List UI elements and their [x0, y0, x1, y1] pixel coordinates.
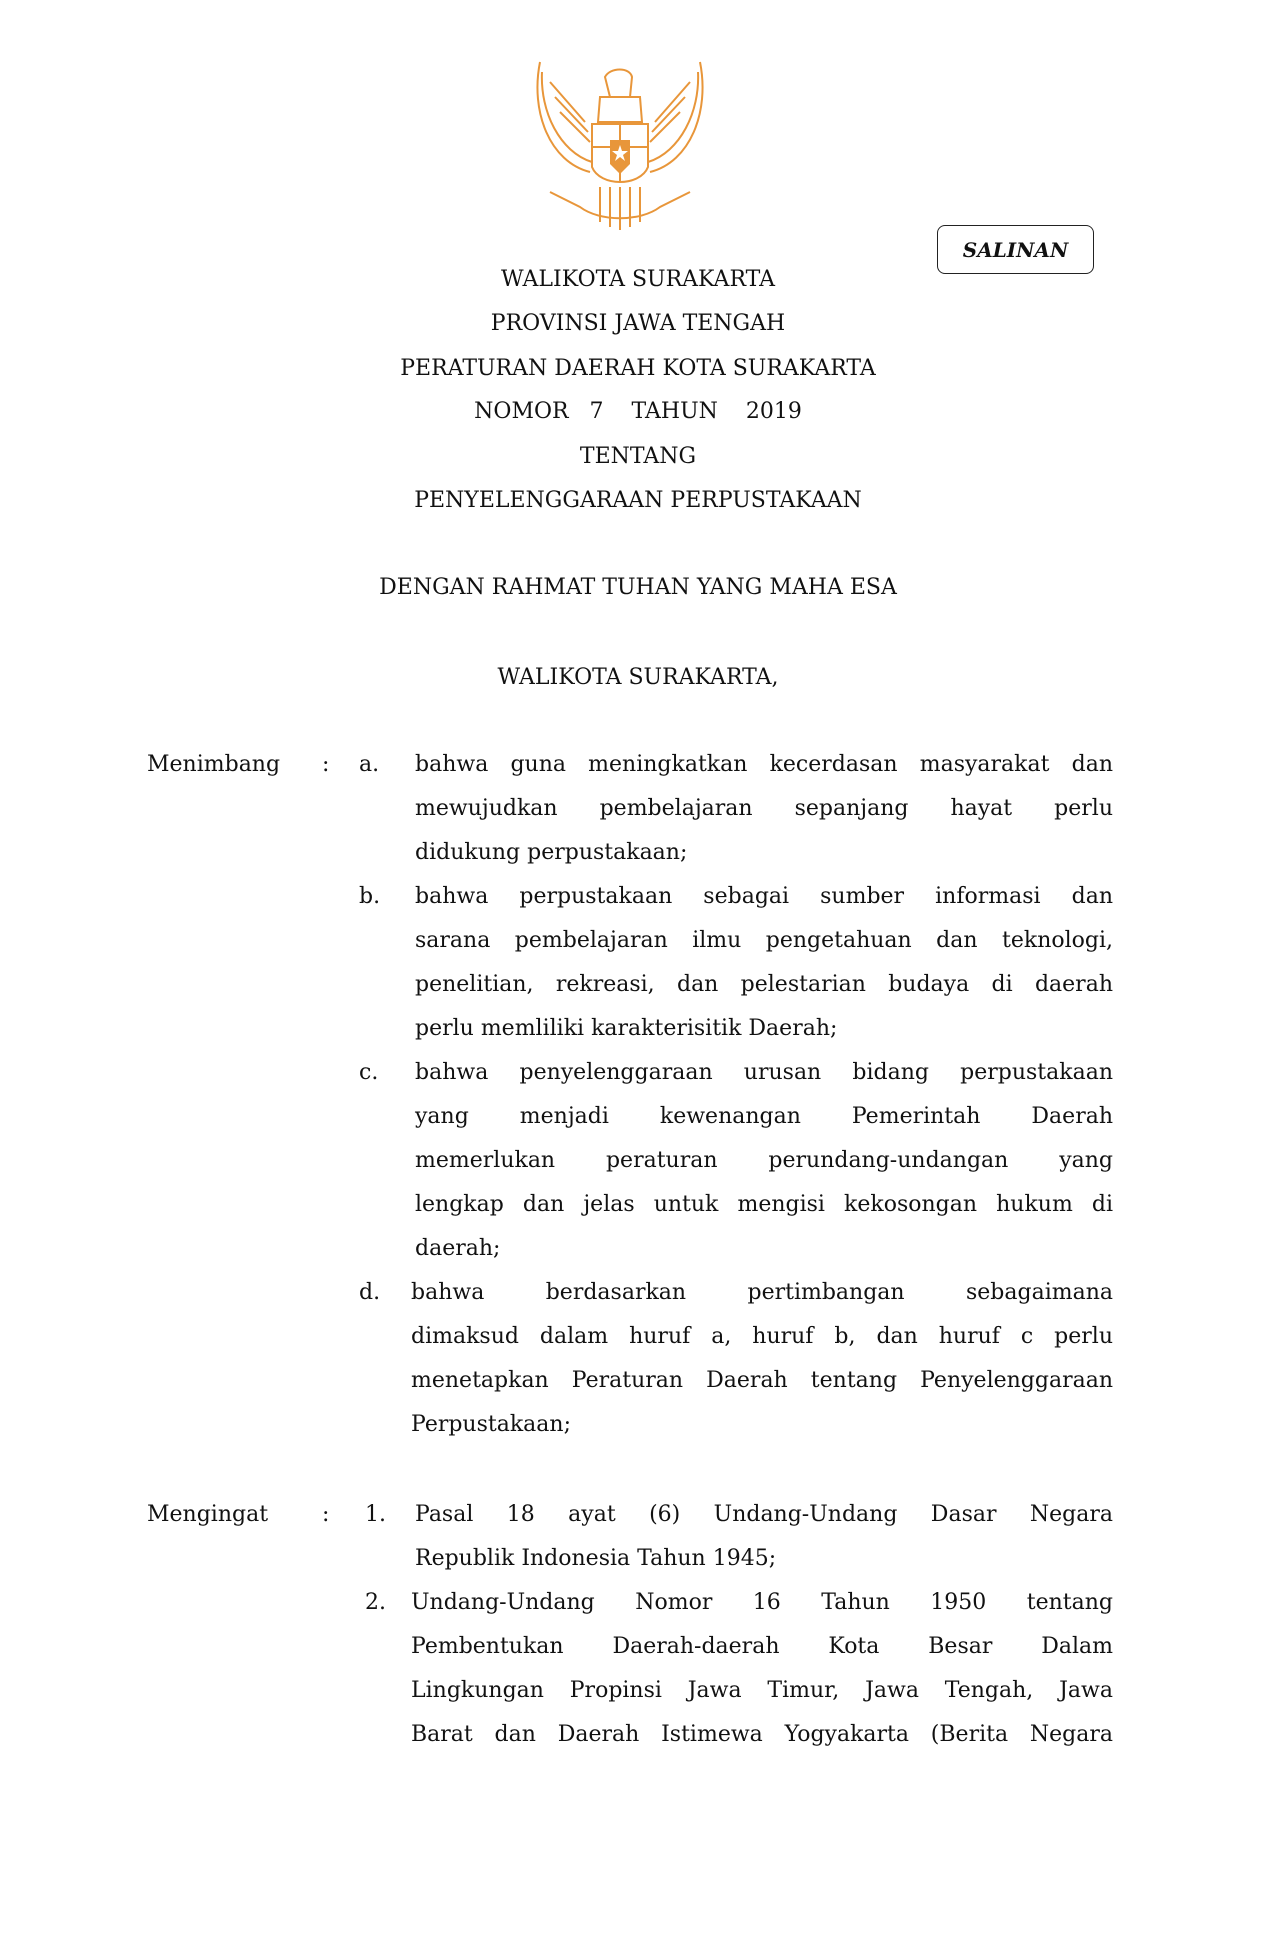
section-colon: :: [322, 752, 330, 777]
item-text-line: Barat dan Daerah Istimewa Yogyakarta (Berita Negara: [411, 1722, 1113, 1747]
salinan-stamp: SALINAN: [937, 225, 1094, 274]
section-colon: :: [322, 1502, 330, 1527]
mayor-title: WALIKOTA SURAKARTA,: [497, 665, 779, 690]
item-text-line: sarana pembelajaran ilmu pengetahuan dan teknologi,: [415, 928, 1113, 953]
header-line: PENYELENGGARAAN PERPUSTAKAAN: [414, 488, 862, 513]
item-text-line: perlu memliliki karakterisitik Daerah;: [415, 1016, 838, 1041]
item-text-line: bahwa perpustakaan sebagai sumber informasi dan: [415, 884, 1113, 909]
section-label: Menimbang: [147, 752, 281, 777]
item-text-line: Republik Indonesia Tahun 1945;: [415, 1546, 777, 1571]
header-line: PERATURAN DAERAH KOTA SURAKARTA: [400, 356, 876, 381]
item-text-line: penelitian, rekreasi, dan pelestarian budaya di daerah: [415, 972, 1113, 997]
item-text-line: memerlukan peraturan perundang-undangan yang: [415, 1148, 1113, 1173]
item-marker: 2.: [365, 1590, 386, 1615]
header-line: WALIKOTA SURAKARTA: [501, 267, 775, 292]
item-text-line: bahwa guna meningkatkan kecerdasan masyarakat dan: [415, 752, 1113, 777]
item-text-line: lengkap dan jelas untuk mengisi kekosongan hukum di: [415, 1192, 1113, 1217]
item-text-line: bahwa penyelenggaraan urusan bidang perpustakaan: [415, 1060, 1113, 1085]
item-marker: d.: [359, 1280, 381, 1305]
garuda-emblem-icon: [530, 52, 710, 234]
item-text-line: Pasal 18 ayat (6) Undang-Undang Dasar Negara: [415, 1502, 1113, 1527]
item-text-line: bahwa berdasarkan pertimbangan sebagaimana: [411, 1280, 1113, 1305]
item-text-line: menetapkan Peraturan Daerah tentang Penyelenggaraan: [411, 1368, 1113, 1393]
item-text-line: didukung perpustakaan;: [415, 840, 688, 865]
item-marker: c.: [359, 1060, 379, 1085]
item-text-line: Pembentukan Daerah-daerah Kota Besar Dalam: [411, 1634, 1113, 1659]
item-text-line: Perpustakaan;: [411, 1412, 571, 1437]
item-marker: 1.: [365, 1502, 386, 1527]
section-label: Mengingat: [147, 1502, 269, 1527]
item-text-line: Undang-Undang Nomor 16 Tahun 1950 tentang: [411, 1590, 1113, 1615]
header-line: PROVINSI JAWA TENGAH: [490, 311, 786, 336]
item-text-line: yang menjadi kewenangan Pemerintah Daerah: [415, 1104, 1113, 1129]
item-text-line: Lingkungan Propinsi Jawa Timur, Jawa Tengah, Jawa: [411, 1678, 1113, 1703]
item-text-line: mewujudkan pembelajaran sepanjang hayat perlu: [415, 796, 1113, 821]
preamble: DENGAN RAHMAT TUHAN YANG MAHA ESA: [379, 575, 897, 600]
item-marker: b.: [359, 884, 381, 909]
header-line: TENTANG: [579, 444, 697, 469]
item-marker: a.: [359, 752, 380, 777]
header-line: NOMOR 7 TAHUN 2019: [474, 399, 802, 424]
item-text-line: daerah;: [415, 1236, 501, 1261]
item-text-line: dimaksud dalam huruf a, huruf b, dan huruf c perlu: [411, 1324, 1113, 1349]
